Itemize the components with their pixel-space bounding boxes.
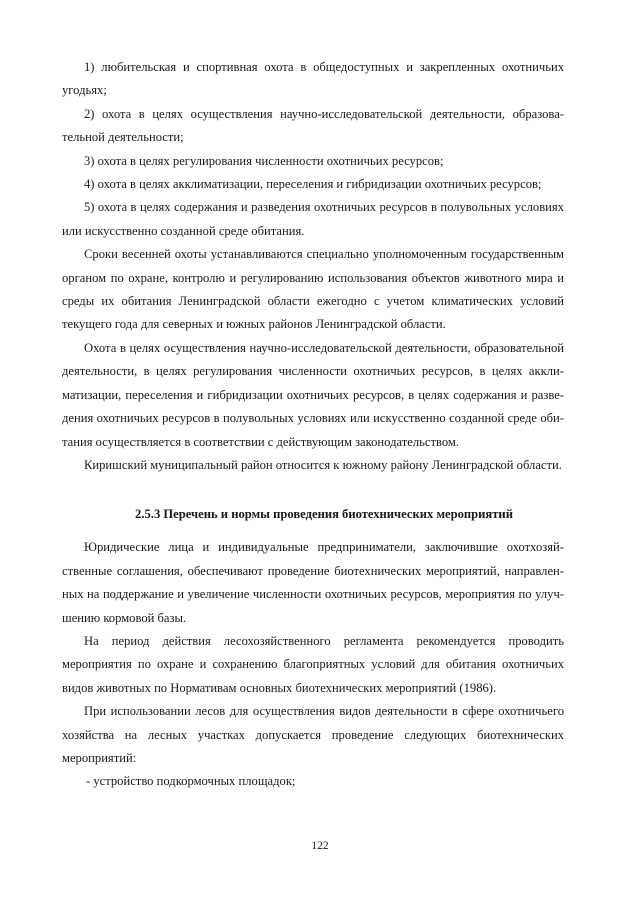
paragraph-legal-entities: Юридические лица и индивидуальные предприниматели, заключившие охотхозяйственные соглашения, обеспечивают проведение биотехнических мероприятий, направленных на поддержание и увеличение численности охотничьих ресурсов, мероприятия по улучшению кормовой базы. [62,540,564,625]
paragraph-hunting-type-1: 1) любительская и спортивная охота в общедоступных и закрепленных охотничьих угодьях; [62,60,564,98]
paragraph-hunting-type-2: 2) охота в целях осуществления научно-исследовательской деятельности, образовательной деятельности; [62,106,564,145]
paragraph-hunting-type-5: 5) охота в целях содержания и разведения охотничьих ресурсов в полувольных условиях или искусственно созданной среде обитания. [62,200,564,238]
paragraph-hunting-type-3: 3) охота в целях регулирования численности охотничьих ресурсов; [84,153,444,168]
paragraph-forest-use: При использовании лесов для осуществления видов деятельности в сфере охотничьего хозяйства на лесных участках допускается проведение следующих биотехнических мероприятий: [62,704,564,765]
page-number: 122 [311,840,329,852]
paragraph-regulation-period: На период действия лесохозяйственного регламента рекомендуется проводить мероприятия по охране и сохранению благоприятных условий для обитания охотничьих видов животных по Нормативам основных биотехнических мероприятий (1986). [62,633,564,695]
paragraph-hunting-type-4: 4) охота в целях акклиматизации, переселения и гибридизации охотничьих ресурсов; [84,177,542,192]
paragraph-kirishi-district: Киришский муниципальный район относится к южному району Ленинградской области. [84,457,562,472]
list-item-feeding-sites: - устройство подкормочных площадок; [86,774,296,789]
section-heading: 2.5.3 Перечень и нормы проведения биотехнических мероприятий [135,507,513,522]
paragraph-hunting-purposes: Охота в целях осуществления научно-исследовательской деятельности, образовательной деятельности, в целях регулирования численности охотничьих ресурсов, в целях акклиматизации, переселения и гибридизации охотничьих ресурсов, в целях содержания и разведения охотничьих ресурсов в полувольных условиях или искусственно созданной среде обитания осуществляется в соответствии с действующим законодательством. [62,340,564,449]
paragraph-spring-hunting-dates: Сроки весенней охоты устанавливаются специально уполномоченным государственным органом по охране, контролю и регулированию использования объектов животного мира и среды их обитания Ленинградской области ежегодно с учетом климатических условий текущего года для северных и южных районов Ленинградской области. [62,247,564,332]
document-body [62,56,564,794]
